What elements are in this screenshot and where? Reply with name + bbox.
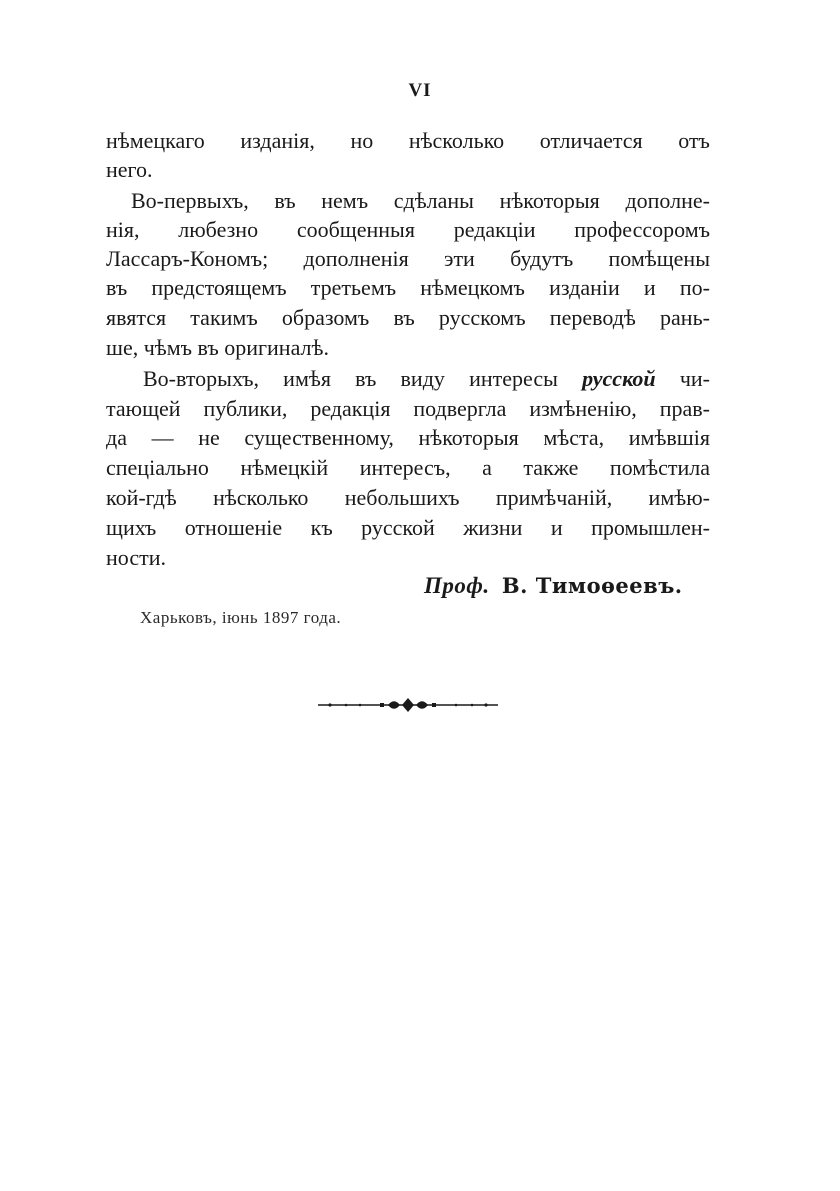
word: отъ [678,128,710,153]
ornament-divider [316,697,500,713]
word: нѣмецкаго [106,128,205,153]
text-line [106,305,710,331]
word: нѣкоторыя [418,425,519,450]
word: примѣчаній, [495,485,613,510]
word: подвергла [413,396,507,421]
word: не [198,425,220,450]
text-line [106,455,710,481]
page-number: VI [408,80,432,101]
word: жизни [463,515,523,540]
word: къ [310,515,333,540]
place-date: Харьковъ, іюнь 1897 года. [140,608,342,627]
text-line [131,188,710,214]
signature-name: В. Тимоѳеевъ. [501,573,683,598]
word: образомъ [281,305,370,330]
text-line [106,396,710,422]
word: изданія, [240,128,315,153]
word: отношеніе [184,515,283,540]
word: имѣя [283,366,331,391]
word: изданіи [549,275,620,300]
word: чи- [679,366,710,391]
word: и [550,515,563,540]
emphasized-word: русской [582,366,656,391]
text-line [143,366,710,392]
text-line [106,485,710,511]
word: редакція [310,396,391,421]
word: помѣщены [608,246,710,271]
word: нѣсколько [213,485,309,510]
word: въ [106,275,128,300]
word: мѣста, [543,425,605,450]
word: любезно [178,217,259,242]
text-line [106,425,710,451]
text-line: ше, чѣмъ въ оригиналѣ. [106,335,329,360]
text-line: ности. [106,545,166,570]
text-line [106,246,710,272]
word: измѣненію, [529,396,637,421]
word: эти [444,246,475,271]
text-line [106,217,710,243]
word: — [151,425,174,450]
word: помѣстила [609,455,710,480]
word: виду [400,366,445,391]
word: рань- [660,305,710,330]
word: въ [355,366,377,391]
text-line [106,128,710,154]
text-line [106,515,710,541]
word: промышлен- [591,515,710,540]
word: явятся [106,305,167,330]
word: нѣмецкомъ [420,275,525,300]
word: профессоромъ [574,217,710,242]
signature-title: Проф. [424,573,490,598]
word: отличается [539,128,643,153]
word: переводѣ [549,305,636,330]
word: кой-гдѣ [106,485,177,510]
signature [424,573,683,599]
word: по- [679,275,710,300]
word: немъ [321,188,369,213]
word: предстоящемъ [151,275,287,300]
word: въ [274,188,296,213]
word: да [106,425,127,450]
word: будутъ [510,246,574,271]
word: небольшихъ [344,485,460,510]
word: спеціально [106,455,209,480]
word: нія, [106,217,140,242]
word: Лассаръ-Кономъ; [106,246,269,271]
text-line [106,275,710,301]
word: тающей [106,396,181,421]
word: нѣкоторыя [499,188,600,213]
word: прав- [659,396,710,421]
word: также [523,455,579,480]
word: существенному, [244,425,394,450]
word: редакціи [453,217,536,242]
word: имѣю- [648,485,710,510]
word: русскомъ [438,305,526,330]
word: дополне- [625,188,710,213]
word: Во-первыхъ, [131,188,249,213]
word: щихъ [106,515,157,540]
word: интересы [469,366,558,391]
word: нѣсколько [408,128,505,153]
text-line: него. [106,157,153,182]
word: но [350,128,374,153]
word: интересъ, [359,455,451,480]
word: Во-вторыхъ, [143,366,259,391]
word: публики, [203,396,288,421]
word: такимъ [190,305,258,330]
word: въ [393,305,415,330]
word: дополненія [303,246,409,271]
word: сдѣланы [393,188,474,213]
word: имѣвшія [628,425,710,450]
word: нѣмецкій [240,455,329,480]
word: сообщенныя [296,217,415,242]
word: русской [361,515,435,540]
word: и [643,275,656,300]
word: а [482,455,492,480]
word: третьемъ [310,275,397,300]
